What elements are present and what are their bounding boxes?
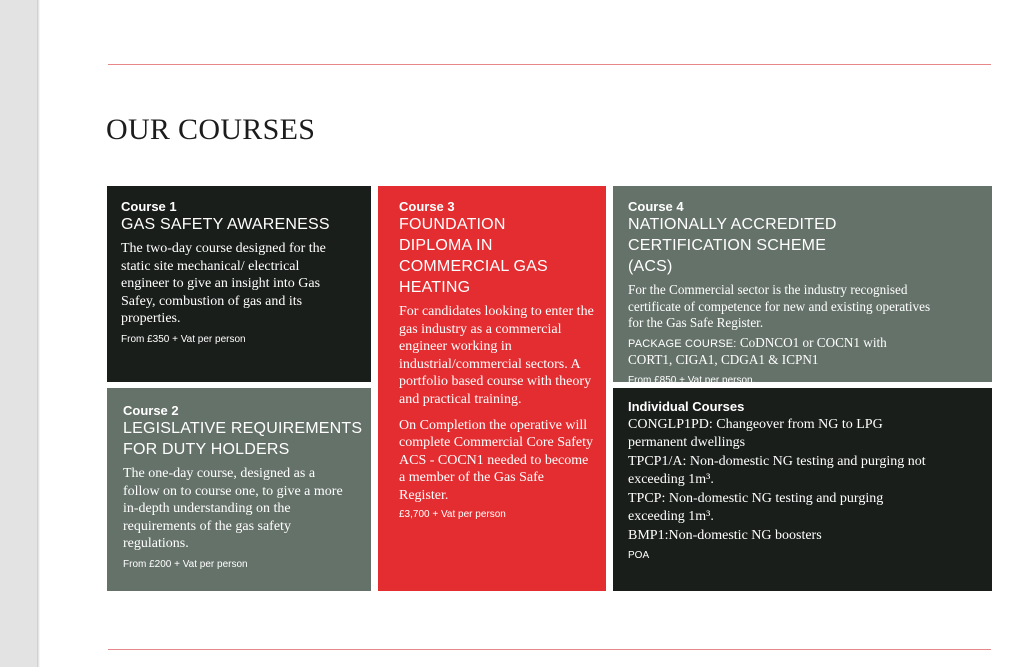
course-description: The one-day course, designed as a follow on to course one, to give a more in-depth understanding on the requirements of the gas safety regulations. <box>123 466 343 552</box>
course-card-4 <box>613 186 992 386</box>
course-number: Course 1 <box>121 199 177 214</box>
course-title: NATIONALLY ACCREDITED CERTIFICATION SCHEME (ACS) <box>628 216 837 275</box>
individual-course-item: TPCP: Non-domestic NG testing and purging exceeding 1m³. <box>628 491 884 524</box>
course-description: For the Commercial sector is the industry recognised certificate of competence for new and existing operatives for the Gas Safe Register. <box>628 282 931 331</box>
individual-course-item: CONGLP1PD: Changeover from NG to LPG permanent dwellings <box>628 417 883 450</box>
course-number: Course 4 <box>628 199 684 214</box>
individual-courses-price: POA <box>628 549 650 561</box>
course-number: Course 2 <box>123 403 179 418</box>
package-course-text: CoDNCO1 or COCN1 with CORT1, CIGA1, CDGA1 & ICPN1 <box>628 334 887 368</box>
course-completion-note: On Completion the operative will complete Commercial Core Safety ACS - COCN1 needed to become a member of the Gas Safe Register. <box>399 417 593 503</box>
bottom-divider <box>108 649 991 650</box>
page-edge-shadow <box>37 0 40 667</box>
course-title: GAS SAFETY AWARENESS <box>121 216 330 233</box>
individual-courses-card <box>613 388 992 591</box>
course-title: LEGISLATIVE REQUIREMENTS FOR DUTY HOLDERS <box>123 420 363 458</box>
course-price: From £850 + Vat per person. <box>628 374 756 386</box>
course-card-2 <box>107 388 371 591</box>
individual-course-item: BMP1:Non-domestic NG boosters <box>628 528 822 543</box>
individual-course-item: TPCP1/A: Non-domestic NG testing and purging not exceeding 1m³. <box>628 454 926 487</box>
course-price: £3,700 + Vat per person <box>399 508 506 520</box>
course-description: For candidates looking to enter the gas industry as a commercial engineer working in industrial/commercial sectors. A portfolio based course with theory and practical training. <box>399 304 594 407</box>
page-title: OUR COURSES <box>106 113 316 146</box>
course-description: The two-day course designed for the static site mechanical/ electrical engineer to give an insight into Gas Safey, combustion of gas and its properties. <box>121 241 326 327</box>
course-price: From £350 + Vat per person <box>121 333 246 345</box>
course-card-1 <box>107 186 371 382</box>
individual-courses-title: Individual Courses <box>628 399 745 414</box>
package-course <box>628 335 928 369</box>
course-title: FOUNDATION DIPLOMA IN COMMERCIAL GAS HEATING <box>399 216 548 296</box>
course-price: From £200 + Vat per person <box>123 558 248 570</box>
course-card-3 <box>378 186 606 591</box>
package-course-label: PACKAGE COURSE: <box>628 337 737 350</box>
window-side-margin <box>0 0 37 667</box>
top-divider <box>108 64 991 65</box>
course-number: Course 3 <box>399 199 455 214</box>
